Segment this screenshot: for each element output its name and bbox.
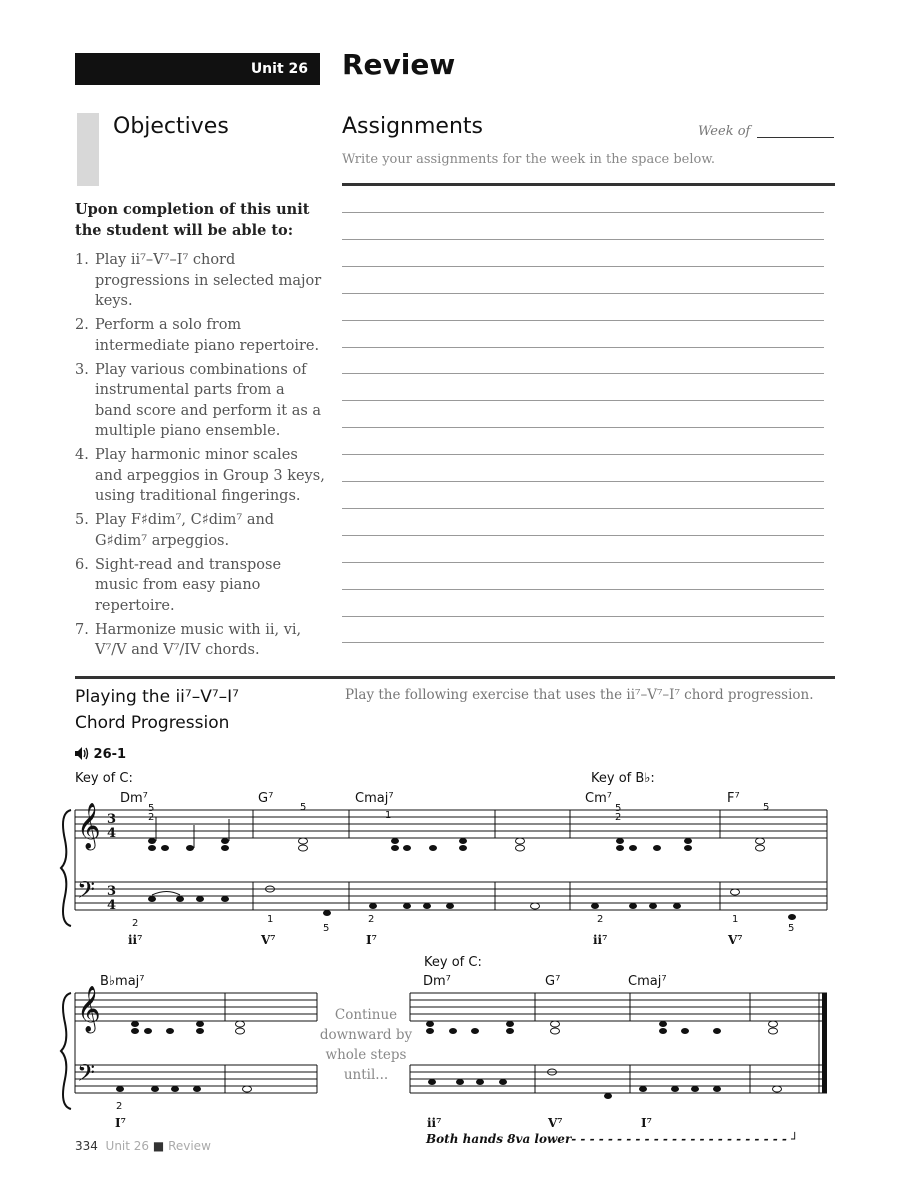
section-instruction: Play the following exercise that uses the ii⁷–V⁷–I⁷ chord progression.	[345, 687, 814, 703]
page-title: Review	[342, 48, 456, 81]
speaker-icon	[75, 747, 89, 760]
fingerings	[116, 1101, 122, 1112]
svg-text:F⁷: F⁷	[727, 791, 740, 806]
assignments-rule	[342, 183, 835, 186]
grand-staff-brace	[61, 810, 71, 926]
svg-text:2: 2	[615, 812, 622, 823]
grand-staff-brace	[61, 993, 71, 1109]
assignment-line[interactable]	[342, 589, 824, 590]
assignment-line[interactable]	[342, 535, 824, 536]
svg-text:5: 5	[148, 803, 155, 814]
svg-text:ii⁷: ii⁷	[593, 933, 608, 947]
assignments-instruction: Write your assignments for the week in the space below.	[342, 152, 716, 167]
key-label: Key of C:	[424, 955, 482, 970]
roman-numerals	[128, 933, 743, 947]
svg-text:I⁷: I⁷	[366, 933, 377, 947]
section-heading: Playing the ii⁷–V⁷–I⁷ Chord Progression	[75, 687, 239, 733]
key-label: Key of B♭:	[591, 771, 655, 786]
svg-text:5: 5	[323, 923, 330, 934]
assignments-heading: Assignments	[342, 114, 483, 139]
assignment-line[interactable]	[342, 212, 824, 213]
assignment-line[interactable]	[342, 616, 824, 617]
svg-text:4: 4	[107, 898, 117, 913]
key-label: Key of C:	[75, 771, 133, 786]
objectives-intro: Upon completion of this unit the student will be able to:	[75, 201, 310, 239]
barlines	[75, 993, 827, 1093]
fingerings	[132, 802, 794, 934]
objectives-tab-marker	[77, 113, 99, 186]
octave-instruction: Both hands 8va lower- - - - - - - - - - - - - - - - - - - - - - - - ┘	[426, 1132, 799, 1146]
assignment-line[interactable]	[342, 400, 824, 401]
svg-text:2: 2	[597, 914, 604, 925]
svg-text:Dm⁷: Dm⁷	[423, 974, 451, 989]
svg-text:G⁷: G⁷	[545, 974, 561, 989]
svg-text:4: 4	[107, 826, 117, 841]
svg-text:V⁷: V⁷	[728, 933, 743, 947]
svg-text:Dm⁷: Dm⁷	[120, 791, 148, 806]
svg-text:2: 2	[148, 812, 155, 823]
page-footer	[75, 1139, 211, 1153]
week-of-field[interactable]	[757, 137, 834, 138]
svg-text:B♭maj⁷: B♭maj⁷	[100, 974, 145, 989]
svg-text:5: 5	[788, 923, 795, 934]
svg-text:1: 1	[385, 810, 392, 821]
chord-symbols	[100, 974, 667, 989]
svg-text:V⁷: V⁷	[548, 1116, 563, 1130]
svg-text:5: 5	[300, 802, 307, 813]
assignment-line[interactable]	[342, 454, 824, 455]
list-item: 7. Harmonize music with ii, vi, V⁷/V and V⁷/IV chords.	[75, 621, 302, 658]
footer-unit: Unit 26	[105, 1139, 150, 1153]
assignment-line[interactable]	[342, 481, 824, 482]
svg-text:ii⁷: ii⁷	[128, 933, 143, 947]
notes	[116, 1021, 782, 1099]
svg-text:V⁷: V⁷	[261, 933, 276, 947]
audio-track[interactable]	[75, 747, 126, 762]
svg-text:Cmaj⁷: Cmaj⁷	[355, 791, 394, 806]
score-system-1	[55, 785, 845, 950]
list-item: 3. Play various combinations of instrumental parts from a band score and perform it as a multiple piano ensemble.	[75, 361, 322, 439]
treble-staff	[75, 810, 827, 838]
assignment-line[interactable]	[342, 266, 824, 267]
list-item: 5. Play F♯dim⁷, C♯dim⁷ and G♯dim⁷ arpeggios.	[75, 512, 275, 549]
assignment-line[interactable]	[342, 373, 824, 374]
section-divider	[75, 676, 835, 679]
page-number: 334	[75, 1139, 98, 1153]
list-item: 4. Play harmonic minor scales and arpeggios in Group 3 keys, using traditional fingerings.	[75, 447, 325, 504]
list-item: 1. Play ii⁷–V⁷–I⁷ chord progressions in selected major keys.	[75, 252, 322, 309]
notes	[148, 817, 796, 920]
bass-clef: 𝄢	[77, 1059, 96, 1092]
chord-symbols	[120, 791, 740, 806]
svg-text:Cm⁷: Cm⁷	[585, 791, 612, 806]
continue-instruction: Continue downward by whole steps until...	[319, 1007, 413, 1083]
svg-text:I⁷: I⁷	[115, 1116, 126, 1130]
assignment-line[interactable]	[342, 347, 824, 348]
assignment-line[interactable]	[342, 320, 824, 321]
objectives-list	[75, 250, 325, 664]
svg-text:2: 2	[132, 918, 139, 929]
svg-text:3: 3	[107, 884, 117, 899]
svg-text:Cmaj⁷: Cmaj⁷	[628, 974, 667, 989]
square-icon: ■	[152, 1139, 165, 1153]
assignment-line[interactable]	[342, 562, 824, 563]
svg-text:1: 1	[267, 914, 274, 925]
assignment-line[interactable]	[342, 642, 824, 643]
list-item: 6. Sight-read and transpose music from easy piano repertoire.	[75, 556, 282, 614]
footer-section: Review	[168, 1139, 211, 1153]
assignment-line[interactable]	[342, 427, 824, 428]
list-item: 2. Perform a solo from intermediate piano repertoire.	[75, 317, 320, 354]
assignment-line[interactable]	[342, 239, 824, 240]
svg-text:I⁷: I⁷	[641, 1116, 652, 1130]
time-signature	[107, 812, 116, 913]
svg-text:3: 3	[107, 812, 117, 827]
score-system-2	[55, 968, 845, 1130]
unit-label: Unit 26	[250, 61, 308, 77]
objectives-heading: Objectives	[113, 114, 229, 139]
unit-banner	[75, 53, 320, 85]
treble-clef: 𝄞	[77, 986, 101, 1032]
roman-numerals	[115, 1116, 652, 1130]
bass-clef: 𝄢	[77, 876, 96, 909]
svg-text:5: 5	[615, 803, 622, 814]
week-of-label: Week of	[698, 124, 751, 139]
svg-text:1: 1	[732, 914, 739, 925]
treble-clef: 𝄞	[77, 803, 101, 849]
svg-text:2: 2	[368, 914, 375, 925]
assignment-line[interactable]	[342, 508, 824, 509]
treble-staff	[75, 993, 827, 1021]
svg-text:ii⁷: ii⁷	[427, 1116, 442, 1130]
svg-text:5: 5	[763, 802, 770, 813]
barlines	[75, 810, 827, 910]
assignment-line[interactable]	[342, 293, 824, 294]
svg-text:2: 2	[116, 1101, 123, 1112]
track-number: 26-1	[93, 747, 127, 762]
svg-text:G⁷: G⁷	[258, 791, 274, 806]
